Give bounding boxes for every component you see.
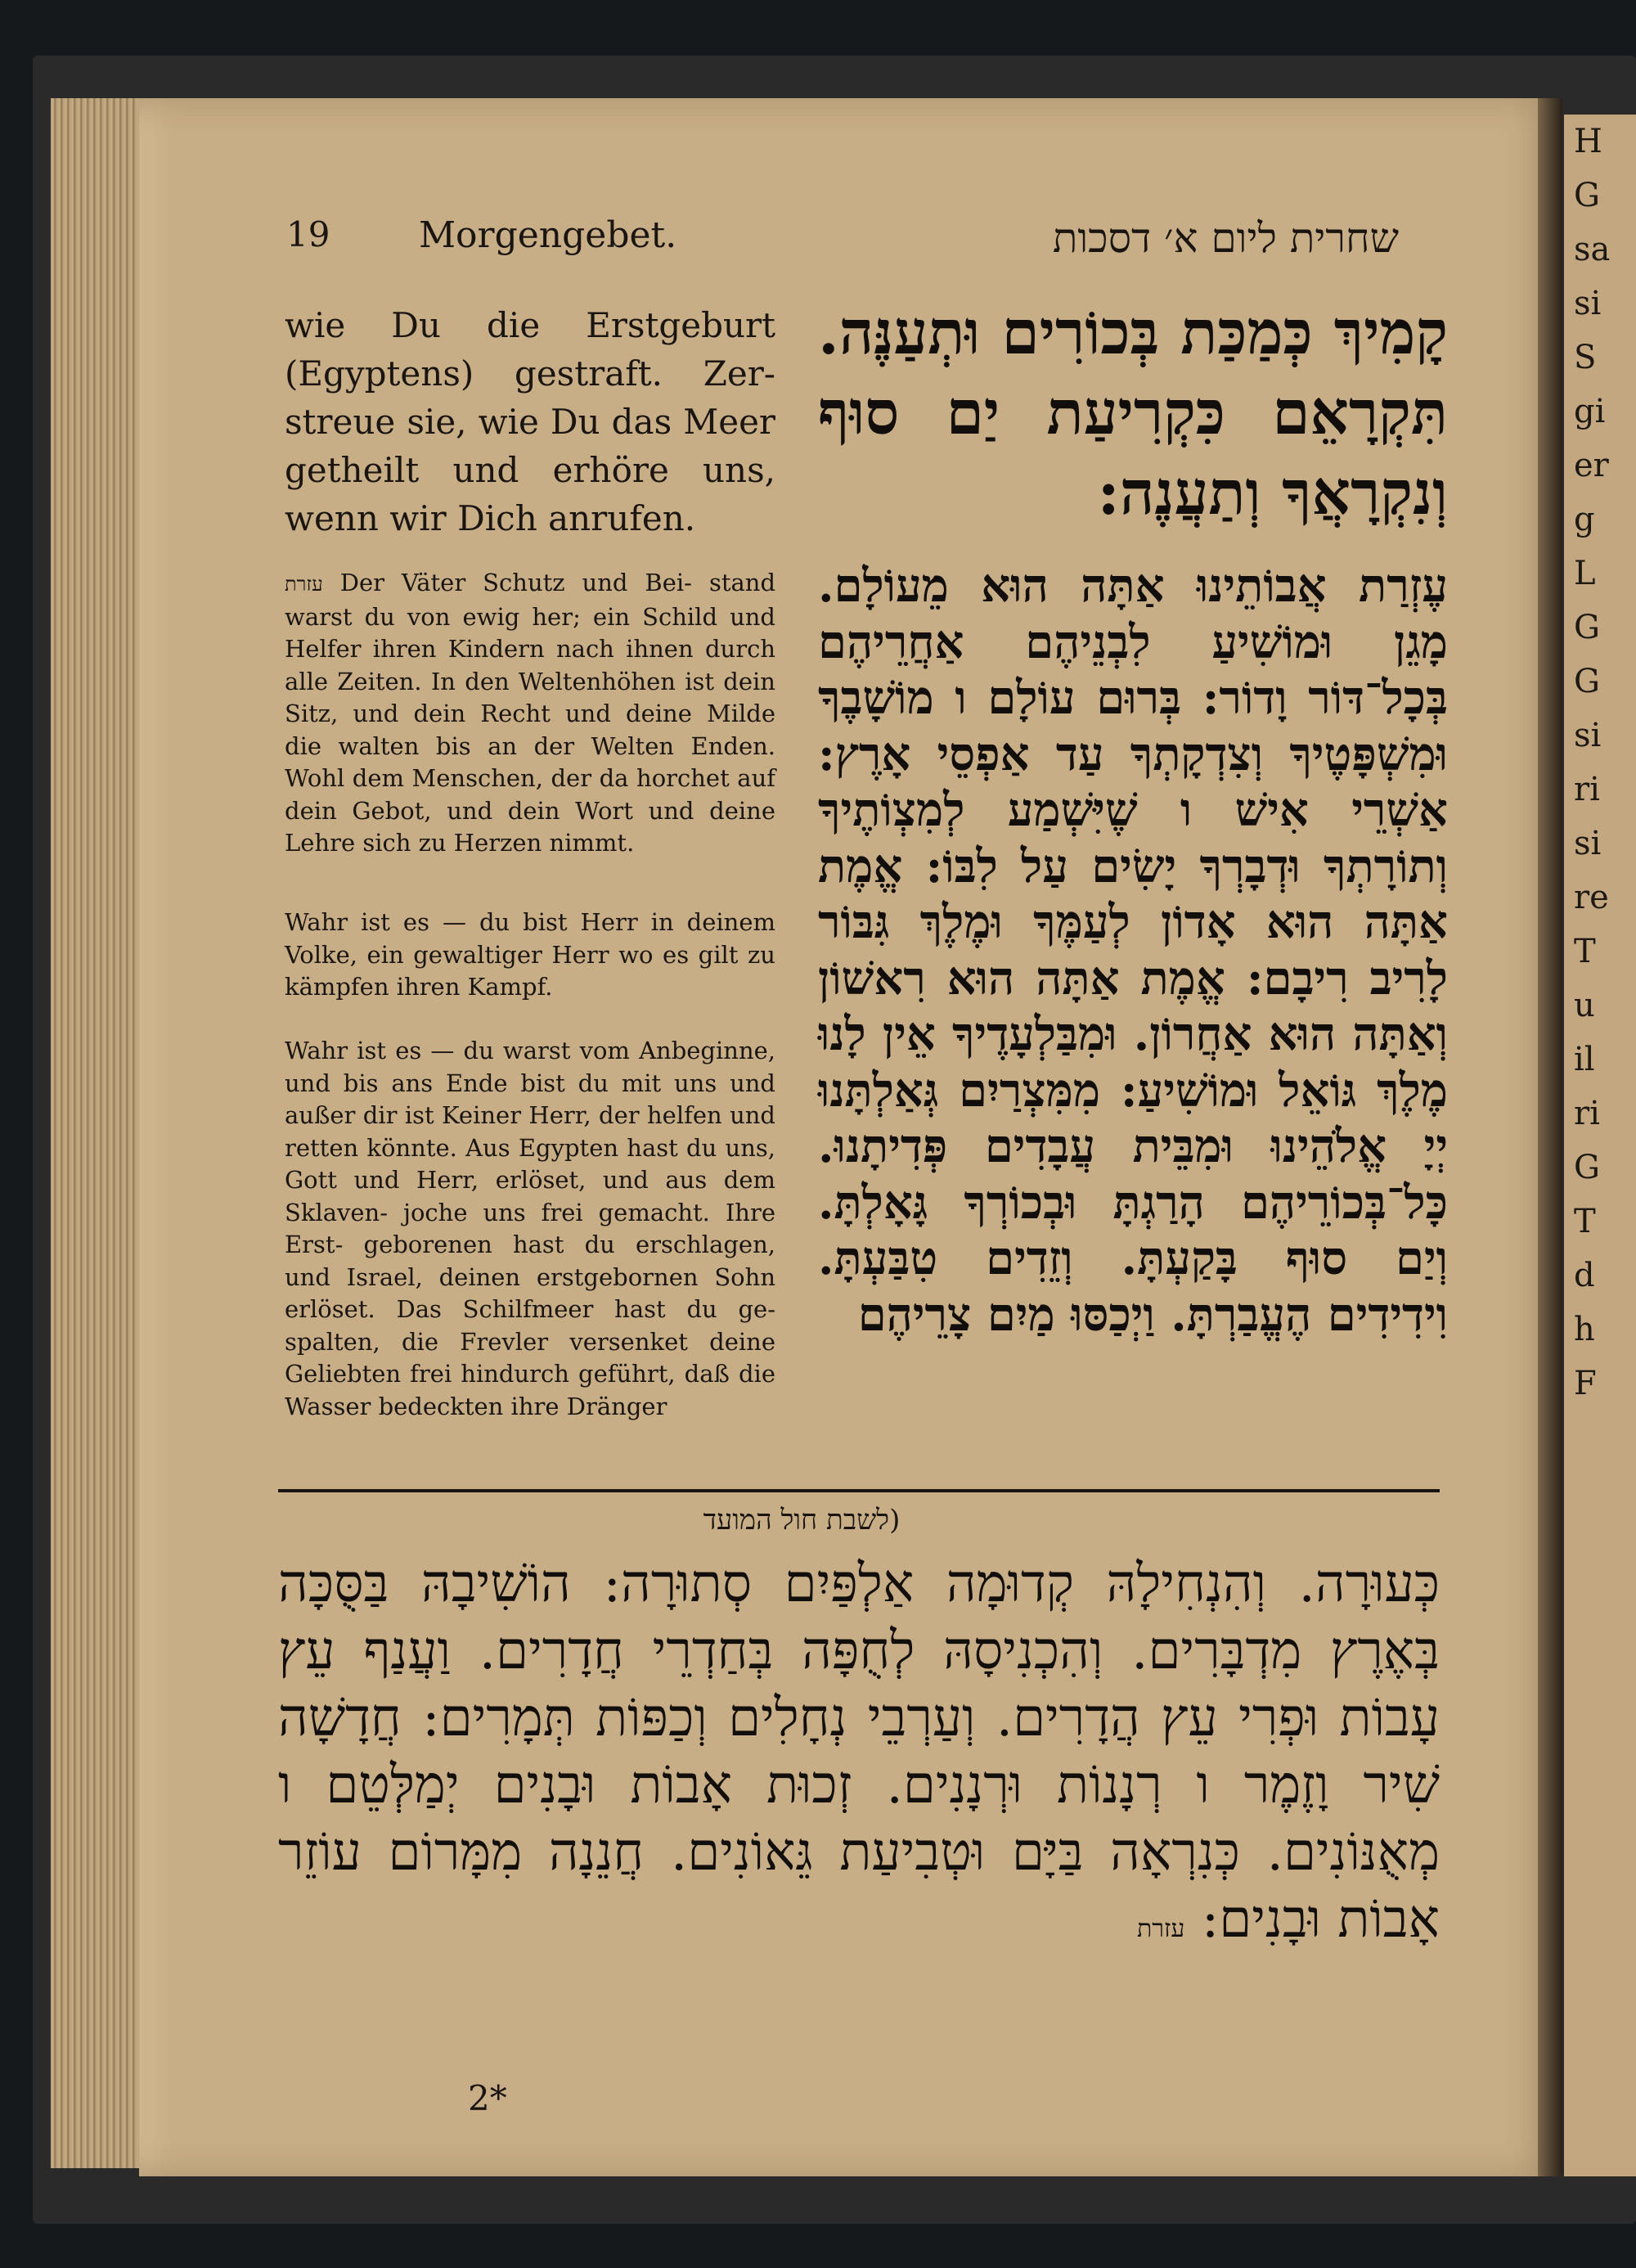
next-page-fragment: L [1574, 555, 1596, 592]
next-page-fragment: si [1574, 285, 1602, 322]
page-stack-edges [51, 98, 149, 2168]
next-page-fragment: S [1574, 339, 1597, 376]
next-page-sliver [1564, 115, 1636, 2176]
next-page-fragment: gi [1574, 393, 1606, 430]
hebrew-bottom-tag: עזרת [1136, 1915, 1185, 1943]
hebrew-bottom-body: כְּעוּרָה. וְהִנְחִילָהּ קְדוּמָה אַלְפַּיִם סְתוּרָה: הוֹשִׁיבָהּ בַּסֻּכָּה בְּאֶרֶץ מִדְבָּרִים. וְהִכְנִיסָהּ לְחֻפָּה בְּחַדְרֵי חֲדָרִים. וַעֲנַף עֵץ עָבוֹת וּפְרִי עֵץ הֲדָרִים. וְעַרְבֵי נְחָלִים וְכַפּוֹת תְּמָרִים: חֲדָשָׁה שִׁיר וָזֶמֶר ו רְנָנוֹת וּרְנָנִים. זְכוּת אָבוֹת וּבָנִים יְמַלְּטֵם ו מְאֻנּוֹנִים. כְּנִרְאָה בַּיָּם וּטְבִיעַת גֵּאוֹנִים. חֲנֵנָה מִמָּרוֹם עוֹזֵר אָבוֹת וּבָנִים: [278, 1554, 1440, 1950]
page-number: 19 [286, 214, 330, 254]
next-page-fragment: G [1574, 177, 1600, 214]
next-page-fragment: G [1574, 1149, 1600, 1186]
hebrew-main-text: עֶזְרַת אֲבוֹתֵינוּ אַתָּה הוּא מֵעוֹלָם. מָגֵן וּמוֹשִׁיעַ לִבְנֵיהֶם אַחֲרֵיהֶם בְּכָל־דּוֹר וָדוֹר: בְּרוּם עוֹלָם ו מוֹשָׁבֶךָ וּמִשְׁפָּטֶיךָ וְצִדְקָתְךָ עַד אַפְסֵי אָרֶץ: אַשְׁרֵי אִישׁ ו שֶׁיִּשְׁמַע לְמִצְוֹתֶיךָ וְתוֹרָתְךָ וּדְבָרְךָ יָשִׂים עַל לִבּוֹ: אֱמֶת אַתָּה הוּא אָדוֹן לְעַמֶּךָ וּמֶלֶךְ גִּבּוֹר לָרִיב רִיבָם: אֱמֶת אַתָּה הוּא רִאשׁוֹן וְאַתָּה הוּא אַחֲרוֹן. וּמִבַּלְעָדֶיךָ אֵין לָנוּ מֶלֶךְ גּוֹאֵל וּמוֹשִׁיעַ: מִמִּצְרַיִם גְּאַלְתָּנוּ יְיָ אֱלֹהֵינוּ וּמִבֵּית עֲבָדִים פְּדִיתָנוּ. כָּל־בְּכוֹרֵיהֶם הָרַגְתָּ וּבְכוֹרְךָ גָּאָלְתָּ. וְיַם סוּף בָּקַעְתָּ. וְזֵדִים טִבַּעְתָּ. וִידִידִים הֶעֱבַרְתָּ. וַיְכַסּוּ מַיִם צָרֵיהֶם [818, 559, 1448, 1342]
next-page-fragment: G [1574, 609, 1600, 646]
next-page-fragment: si [1574, 825, 1602, 862]
book-gutter [1538, 98, 1562, 2176]
signature-mark: 2* [468, 2078, 507, 2118]
next-page-fragment: G [1574, 663, 1600, 700]
hebrew-bottom-text [278, 1550, 1440, 1963]
german-intro-text: wie Du die Erstgeburt (Egyptens) gestraft. Zer- streue sie, wie Du das Meer getheilt und erhöre uns, wenn wir Dich anrufen. [285, 305, 775, 538]
shabbat-note: (לשבת חול המועד [703, 1504, 901, 1537]
next-page-fragment: u [1574, 987, 1595, 1024]
next-page-fragment: T [1574, 933, 1596, 970]
next-page-fragment: si [1574, 717, 1602, 754]
german-running-title: Morgengebet. [419, 214, 677, 256]
german-paragraph-1-tag: עזרת [285, 573, 323, 596]
hebrew-running-title: שחרית ליום א׳ דסכות [1052, 214, 1399, 262]
next-page-fragment: h [1574, 1311, 1595, 1348]
next-page-fragment: F [1574, 1365, 1597, 1402]
german-paragraph-2: Wahr ist es — du bist Herr in deinem Volke, ein gewaltiger Herr wo es gilt zu kämpfen ihren Kampf. [285, 908, 775, 1001]
german-paragraph-3: Wahr ist es — du warst vom Anbeginne, und bis ans Ende bist du mit uns und außer dir ist Keiner Herr, der helfen und retten könnte. Aus Egypten hast du uns, Gott und Herr, erlöset, und aus dem Sklaven- joche uns frei gemacht. Ihre Erst- geborenen hast du erschlagen, und Israel, deinen erstgebornen Sohn erlöset. Das Schilfmeer hast du ge- spalten, die Frevler versenket deine Geliebten frei hindurch geführt, daß die Wasser bedeckten ihre Dränger [285, 1037, 775, 1420]
next-page-fragment: ri [1574, 1095, 1600, 1132]
next-page-fragment: er [1574, 447, 1609, 484]
next-page-fragment: d [1574, 1257, 1595, 1294]
next-page-fragment: il [1574, 1041, 1595, 1078]
section-divider [278, 1489, 1440, 1492]
german-paragraph-1-text: Der Väter Schutz und Bei- stand warst du von ewig her; ein Schild und Helfer ihren Kindern nach ihnen durch alle Zeiten. In den Weltenhöhen ist dein Sitz, und dein Recht und deine Milde die walten bis an der Welten Enden. Wohl dem Menschen, der da horchet auf dein Gebot, und dein Wort und deine Lehre sich zu Herzen nimmt. [285, 569, 776, 857]
german-paragraph-1 [285, 567, 775, 860]
next-page-fragment: sa [1574, 231, 1611, 268]
next-page-fragment: H [1574, 123, 1602, 160]
next-page-fragment: T [1574, 1203, 1596, 1240]
next-page-fragment: ri [1574, 771, 1600, 808]
next-page-fragment: g [1574, 501, 1595, 538]
next-page-fragment: re [1574, 879, 1609, 916]
hebrew-intro-text: קָמִיךְ כְּמַכַּת בְּכוֹרִים וּתְעַנֶּה. תִּקְרָאֵם כִּקְרִיעַת יַם סוּף וְנִקְרָאֲךָ וְתַעֲנֶה: [818, 298, 1448, 529]
